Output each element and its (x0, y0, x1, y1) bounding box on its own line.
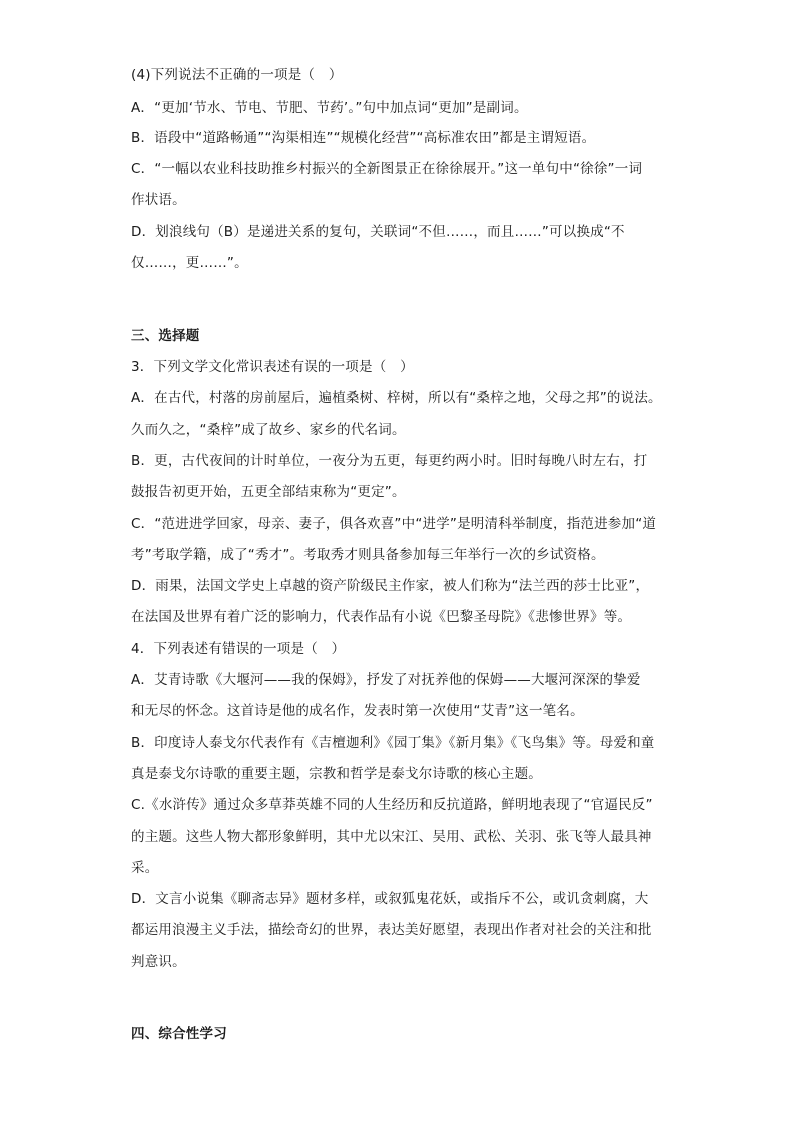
q4-option-d-line-1: D．文言小说集《聊斋志异》题材多样，或叙狐鬼花妖，或指斥不公，或讥贪刺腐，大 (131, 891, 649, 907)
q4-option-c-line-2: 的主题。这些人物大都形象鲜明，其中尤以宋江、吴用、武松、关羽、张飞等人最具神 (131, 829, 652, 845)
q4-option-b-line-1: B．印度诗人泰戈尔代表作有《吉檀迦利》《园丁集》《新月集》《飞鸟集》等。母爱和童 (131, 735, 655, 751)
q3-option-b-line-1: B．更，古代夜间的计时单位，一夜分为五更，每更约两小时。旧时每晚八时左右，打 (131, 453, 648, 469)
q4-option-a-line-1: A．艾青诗歌《大堰河——我的保姆》，抒发了对抚养他的保姆——大堰河深深的挚爱 (131, 672, 641, 688)
option-c-line-1: C．“一幅以农业科技助推乡村振兴的全新图景正在徐徐展开。”这一单句中“徐徐”一词 (131, 161, 643, 177)
q3-option-d-line-2: 在法国及世界有着广泛的影响力，代表作品有小说《巴黎圣母院》《悲惨世界》等。 (131, 609, 632, 625)
q4-option-d-line-2: 都运用浪漫主义手法，描绘奇幻的世界，表达美好愿望，表现出作者对社会的关注和批 (131, 922, 652, 938)
q4-option-c-line-1: C.《水浒传》通过众多草莽英雄不同的人生经历和反抗道路，鲜明地表现了“官逼民反” (131, 797, 653, 813)
q4-option-a-line-2: 和无尽的怀念。这首诗是他的成名作，发表时第一次使用“艾青”这一笔名。 (131, 703, 584, 719)
q4-option-b-line-2: 真是泰戈尔诗歌的重要主题，宗教和哲学是泰戈尔诗歌的核心主题。 (131, 766, 542, 782)
question-3-stem: 3．下列文学文化常识表述有误的一项是（ ） (131, 359, 414, 375)
option-a: A．“更加‘节水、节电、节肥、节药’。”句中加点词“更加”是副词。 (131, 100, 528, 116)
q3-option-d-line-1: D．雨果，法国文学史上卓越的资产阶级民主作家，被人们称为“法兰西的莎士比亚”， (131, 578, 650, 594)
q3-option-a-line-1: A．在古代，村落的房前屋后，遍植桑树、梓树，所以有“桑梓之地，父母之邦”的说法。 (131, 390, 662, 406)
section-heading-comprehensive: 四、综合性学习 (131, 1026, 227, 1042)
option-b: B．语段中“道路畅通”“沟渠相连”“规模化经营”“高标准农田”都是主谓短语。 (131, 130, 596, 146)
q4-option-d-line-3: 判意识。 (131, 954, 186, 970)
question-4-stem: 4．下列表述有错误的一项是（ ） (131, 641, 346, 657)
q3-option-c-line-1: C．“范进进学回家，母亲、妻子，俱各欢喜”中“进学”是明清科举制度，指范进参加“道 (131, 516, 657, 532)
option-c-line-2: 作状语。 (131, 192, 186, 208)
section-heading-choice: 三、选择题 (131, 328, 200, 344)
option-d-line-2: 仅……，更……”。 (131, 255, 248, 271)
q3-option-a-line-2: 久而久之，“桑梓”成了故乡、家乡的代名词。 (131, 422, 406, 438)
option-d-line-1: D．划浪线句（B）是递进关系的复句，关联词“不但……，而且……”可以换成“不 (131, 224, 625, 240)
q4-option-c-line-3: 采。 (131, 860, 159, 876)
question-4-sub-stem: (4)下列说法不正确的一项是（ ） (131, 67, 343, 83)
q3-option-c-line-2: 考”考取学籍，成了“秀才”。考取秀才则具备参加每三年举行一次的乡试资格。 (131, 547, 605, 563)
q3-option-b-line-2: 鼓报告初更开始，五更全部结束称为“更定”。 (131, 484, 406, 500)
